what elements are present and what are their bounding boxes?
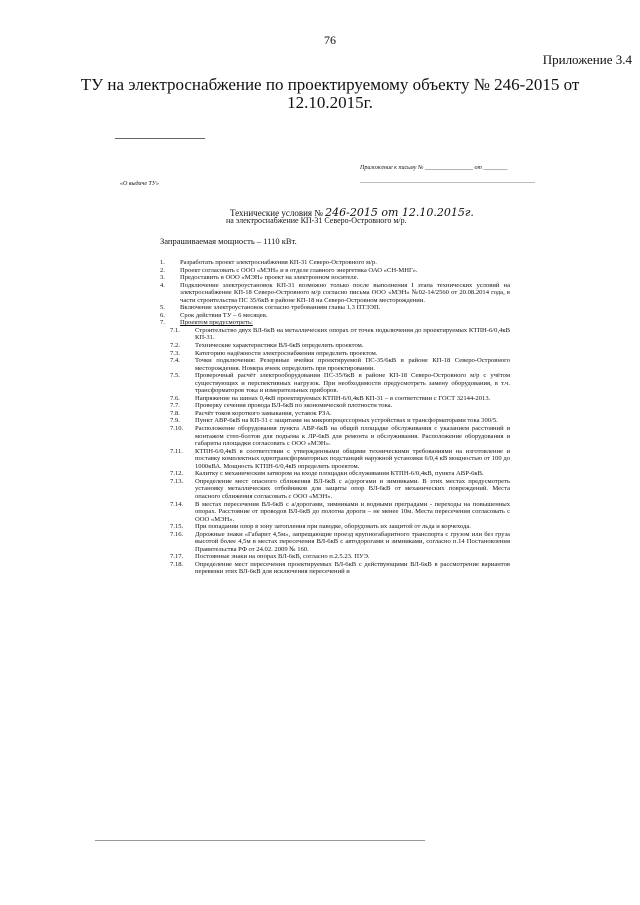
list-item: 6. Срок действия ТУ – 6 месяцев. xyxy=(160,311,268,319)
issue-note: «О выдаче ТУ» xyxy=(120,181,160,187)
page-number: 76 xyxy=(324,33,336,47)
document-title: ТУ на электроснабжение по проектируемому объекту № 246-2015 от 12.10.2015г. xyxy=(80,75,580,112)
tc-handwritten-number: 246-2015 от 12.10.2015г. xyxy=(325,206,474,219)
divider-bottom xyxy=(95,840,425,841)
conditions-list xyxy=(160,259,510,576)
sub-item: 7.14. В местах пересечения ВЛ-6кВ с а/дорогами, зимниками и водными преградами - переходы на повышенных опорах. Расстояние от проводов ВЛ-6кВ до полотна дороги – не менее 10м. Места пересечения согласовать с ООО «МЭН». xyxy=(170,500,510,523)
list-item: 5. Включение электроустановок согласно требованиям главы 1.3 ПТЭЭП. xyxy=(160,304,381,312)
tc-subheading: на электроснабжение КП-31 Северо-Островного м/р. xyxy=(226,216,407,225)
list-item: 3. Предоставить в ООО «МЭН» проект на электронном носителе. xyxy=(160,274,359,282)
divider-letter-ref xyxy=(360,182,535,183)
sub-item: 7.3. Категорию надёжности электроснабжения определить проектом. xyxy=(170,349,378,357)
list-item: 1. Разработать проект электроснабжения КП-31 Северо-Островного м/р. xyxy=(160,259,377,266)
appendix-label: Приложение 3.4 xyxy=(542,52,632,67)
sub-item: 7.15. При попадании опор в зону затопления при паводке, оборудовать их защитой от льда и корчехода. xyxy=(170,523,471,531)
sub-item: 7.7. Проверку сечения провода ВЛ-6кВ по экономической плотности тока. xyxy=(170,402,393,410)
sub-item: 7.16. Дорожные знаки «Габарит 4,5м», запрещающие проезд крупногабаритного транспорта с грузом или без груза высотой более 4,5м в местах пересечения ВЛ-6кВ с автодорогами и зимниками, согласно п.14 Постановления Правительства РФ от 24.02. 2009 № 160. xyxy=(170,530,510,553)
sub-item: 7.18. Определение мест пересечения проектируемых ВЛ-6кВ с действующими ВЛ-6кВ в рассмотрение вариантов перевязки этих ВЛ-6кВ для исключения пересечений и xyxy=(170,560,510,576)
sub-item: 7.10. Расположение оборудования пункта АВР-6кВ на общей площадке обслуживания с указанием расстояний и монтажом степ-болтов для подъема к ЛР-6кВ для ремонта и обслуживания. Расположение оборудования и габариты площадки согласовать с ООО «МЭН». xyxy=(170,425,510,448)
sub-item: 7.6. Напряжение на шинах 0,4кВ проектируемых КТПН-6/0,4кВ КП-31 – в соответствии с ГОСТ 32144-2013. xyxy=(170,394,491,402)
sub-item: 7.8. Расчёт токов короткого замыкания, уставок РЗА. xyxy=(170,409,332,417)
list-item: 2. Проект согласовать с ООО «МЭН» и в отделе главного энергетика ОАО «СН-МНГ». xyxy=(160,266,418,274)
sub-item: 7.4. Точки подключения: Резервные ячейки проектируемой ПС-35/6кВ в районе КП-18 Северо-Островного месторождения. Номера ячеек определить при проектировании. xyxy=(170,357,510,372)
sub-item: 7.17. Постоянные знаки на опорах ВЛ-6кВ, согласно п.2.5.23. ПУЭ. xyxy=(170,553,370,561)
letter-reference: Приложение к письму № ________________ от ________ xyxy=(360,165,508,171)
tc-heading-prefix: Технические условия № xyxy=(230,208,323,218)
sub-item: 7.11. КТПН-6/0,4кВ в соответствии с утвержденными общими техническими требованиями на изготовление и поставку комплектных однотрансформаторных подстанций наружной установки 6/0,4 кВ мощностью от 100 до 1000кВА. Мощность КТПН-6/0,4кВ определить проектом. xyxy=(170,447,510,470)
requested-power: Запрашиваемая мощность – 1110 кВт. xyxy=(160,236,297,246)
sub-item: 7.2. Технические характеристики ВЛ-6кВ определить проектом. xyxy=(170,342,364,350)
sub-item: 7.12. Калитку с механическим затвором на входе площадки обслуживания КТПН-6/0,4кВ, пункта АВР-6кВ. xyxy=(170,470,484,478)
sub-item: 7.9. Пункт АВР-6кВ на КП-31 с защитами на микропроцессорных устройствах и трансформаторами тока 300/5. xyxy=(170,417,498,425)
list-item: 4. Подключение электроустановок КП-31 возможно только после выполнения I этапа технических условий на электроснабжение КП-18 Северо-Островного м/р согласно письма ООО «МЭН» №02-14/2560 от 20.08.2014 года, в части строительства ПС 35/6кВ в районе КП-18 на Северо-Островном месторождении. xyxy=(160,281,510,304)
divider-top-left xyxy=(115,138,205,139)
sub-item: 7.1. Строительство двух ВЛ-6кВ на металлических опорах от точек подключения до проектируемых КТПН-6/0,4кВ КП-31. xyxy=(170,326,510,342)
sub-item: 7.13. Определение мест опасного сближения ВЛ-6кВ с а/дорогами и зимниками. В этих местах предусмотреть установку металлических отбойников для защиты опор ВЛ-6кВ от механических повреждений. Места опасного сближения согласовать с ООО «МЭН». xyxy=(170,477,510,500)
sub-item: 7.5. Проверочный расчёт электрооборудования ПС-35/6кВ в районе КП-18 Северо-Островного м/р с учётом существующих и перспективных нагрузок. При необходимости предусмотреть замену оборудования, в т.ч. трансформаторов тока и измерительных приборов. xyxy=(170,372,510,395)
list-item: 7. Проектом предусмотреть: xyxy=(160,319,253,327)
